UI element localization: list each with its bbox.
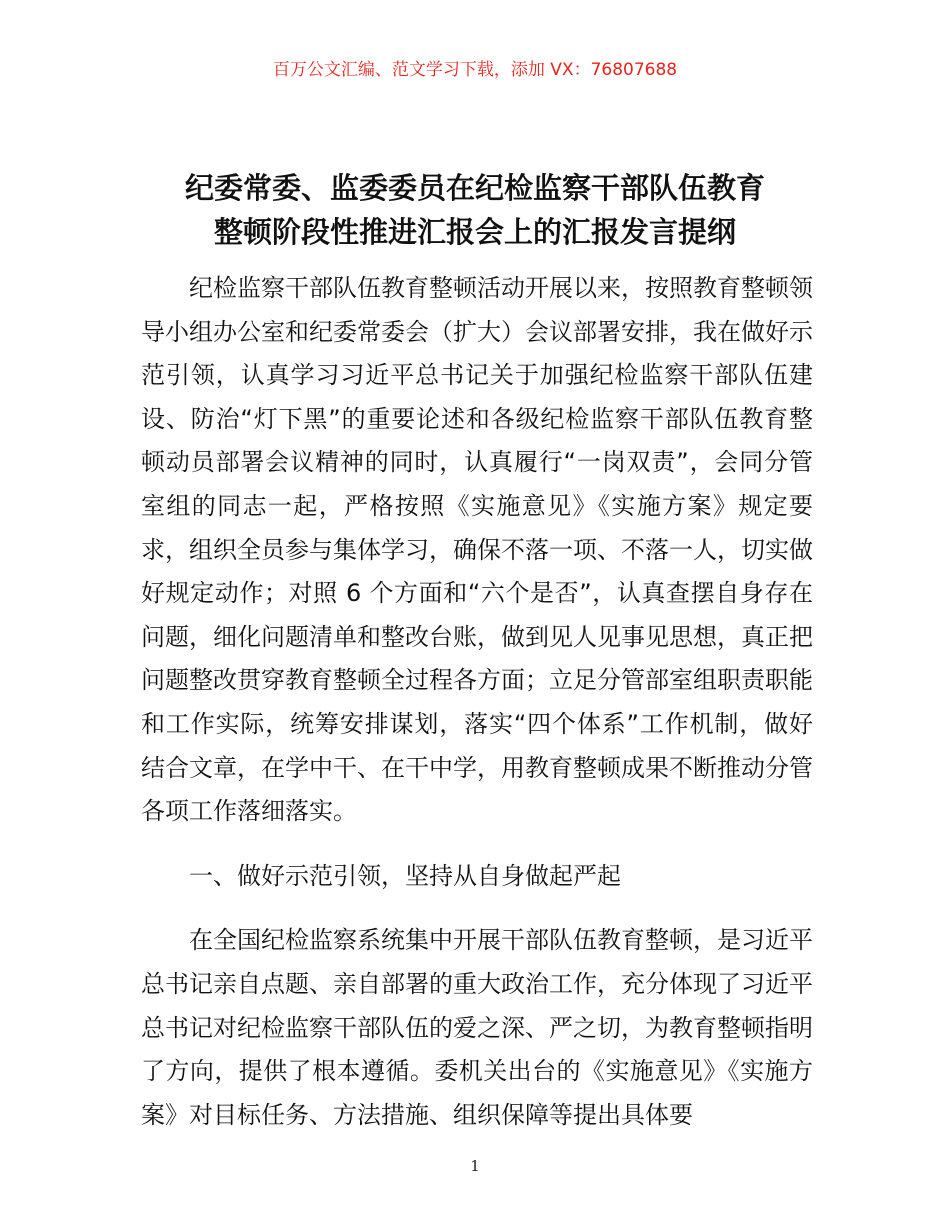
header-banner: 百万公文汇编、范文学习下载，添加 VX：76807688 bbox=[272, 60, 678, 80]
document-title-line-1: 纪委常委、监委委员在纪检监察干部队伍教育 bbox=[184, 171, 765, 205]
body-paragraph-section-1: 在全国纪检监察系统集中开展干部队伍教育整顿，是习近平总书记亲自点题、亲自部署的重大政治工作，充分体现了习近平总书记对纪检监察干部队伍的爱之深、严之切，为教育整顿指明了方向，提供了根本遵循。委机关出台的《实施意见》《实施方案》对目标任务、方法措施、组织保障等提出具体要 bbox=[141, 926, 813, 1129]
page-number: 1 bbox=[470, 1157, 480, 1175]
document-body bbox=[141, 267, 813, 1137]
section-heading-1: 一、做好示范引领，坚持从自身做起严起 bbox=[189, 861, 621, 890]
document-title-line-2: 整顿阶段性推进汇报会上的汇报发言提纲 bbox=[213, 215, 736, 249]
document-title bbox=[120, 166, 830, 254]
body-paragraph-intro: 纪检监察干部队伍教育整顿活动开展以来，按照教育整顿领导小组办公室和纪委常委会（扩大）会议部署安排，我在做好示范引领，认真学习习近平总书记关于加强纪检监察干部队伍建设、防治“灯下黑”的重要论述和各级纪检监察干部队伍教育整顿动员部署会议精神的同时，认真履行“一岗双责”，会同分管室组的同志一起，严格按照《实施意见》《实施方案》规定要求，组织全员参与集体学习，确保不落一项、不落一人，切实做好规定动作；对照 6 个方面和“六个是否”，认真查摆自身存在问题，细化问题清单和整改台账，做到见人见事见思想，真正把问题整改贯穿教育整顿全过程各方面；立足分管部室组职责职能和工作实际，统筹安排谋划，落实“四个体系”工作机制，做好结合文章，在学中干、在干中学，用教育整顿成果不断推动分管各项工作落细落实。 bbox=[141, 274, 813, 826]
